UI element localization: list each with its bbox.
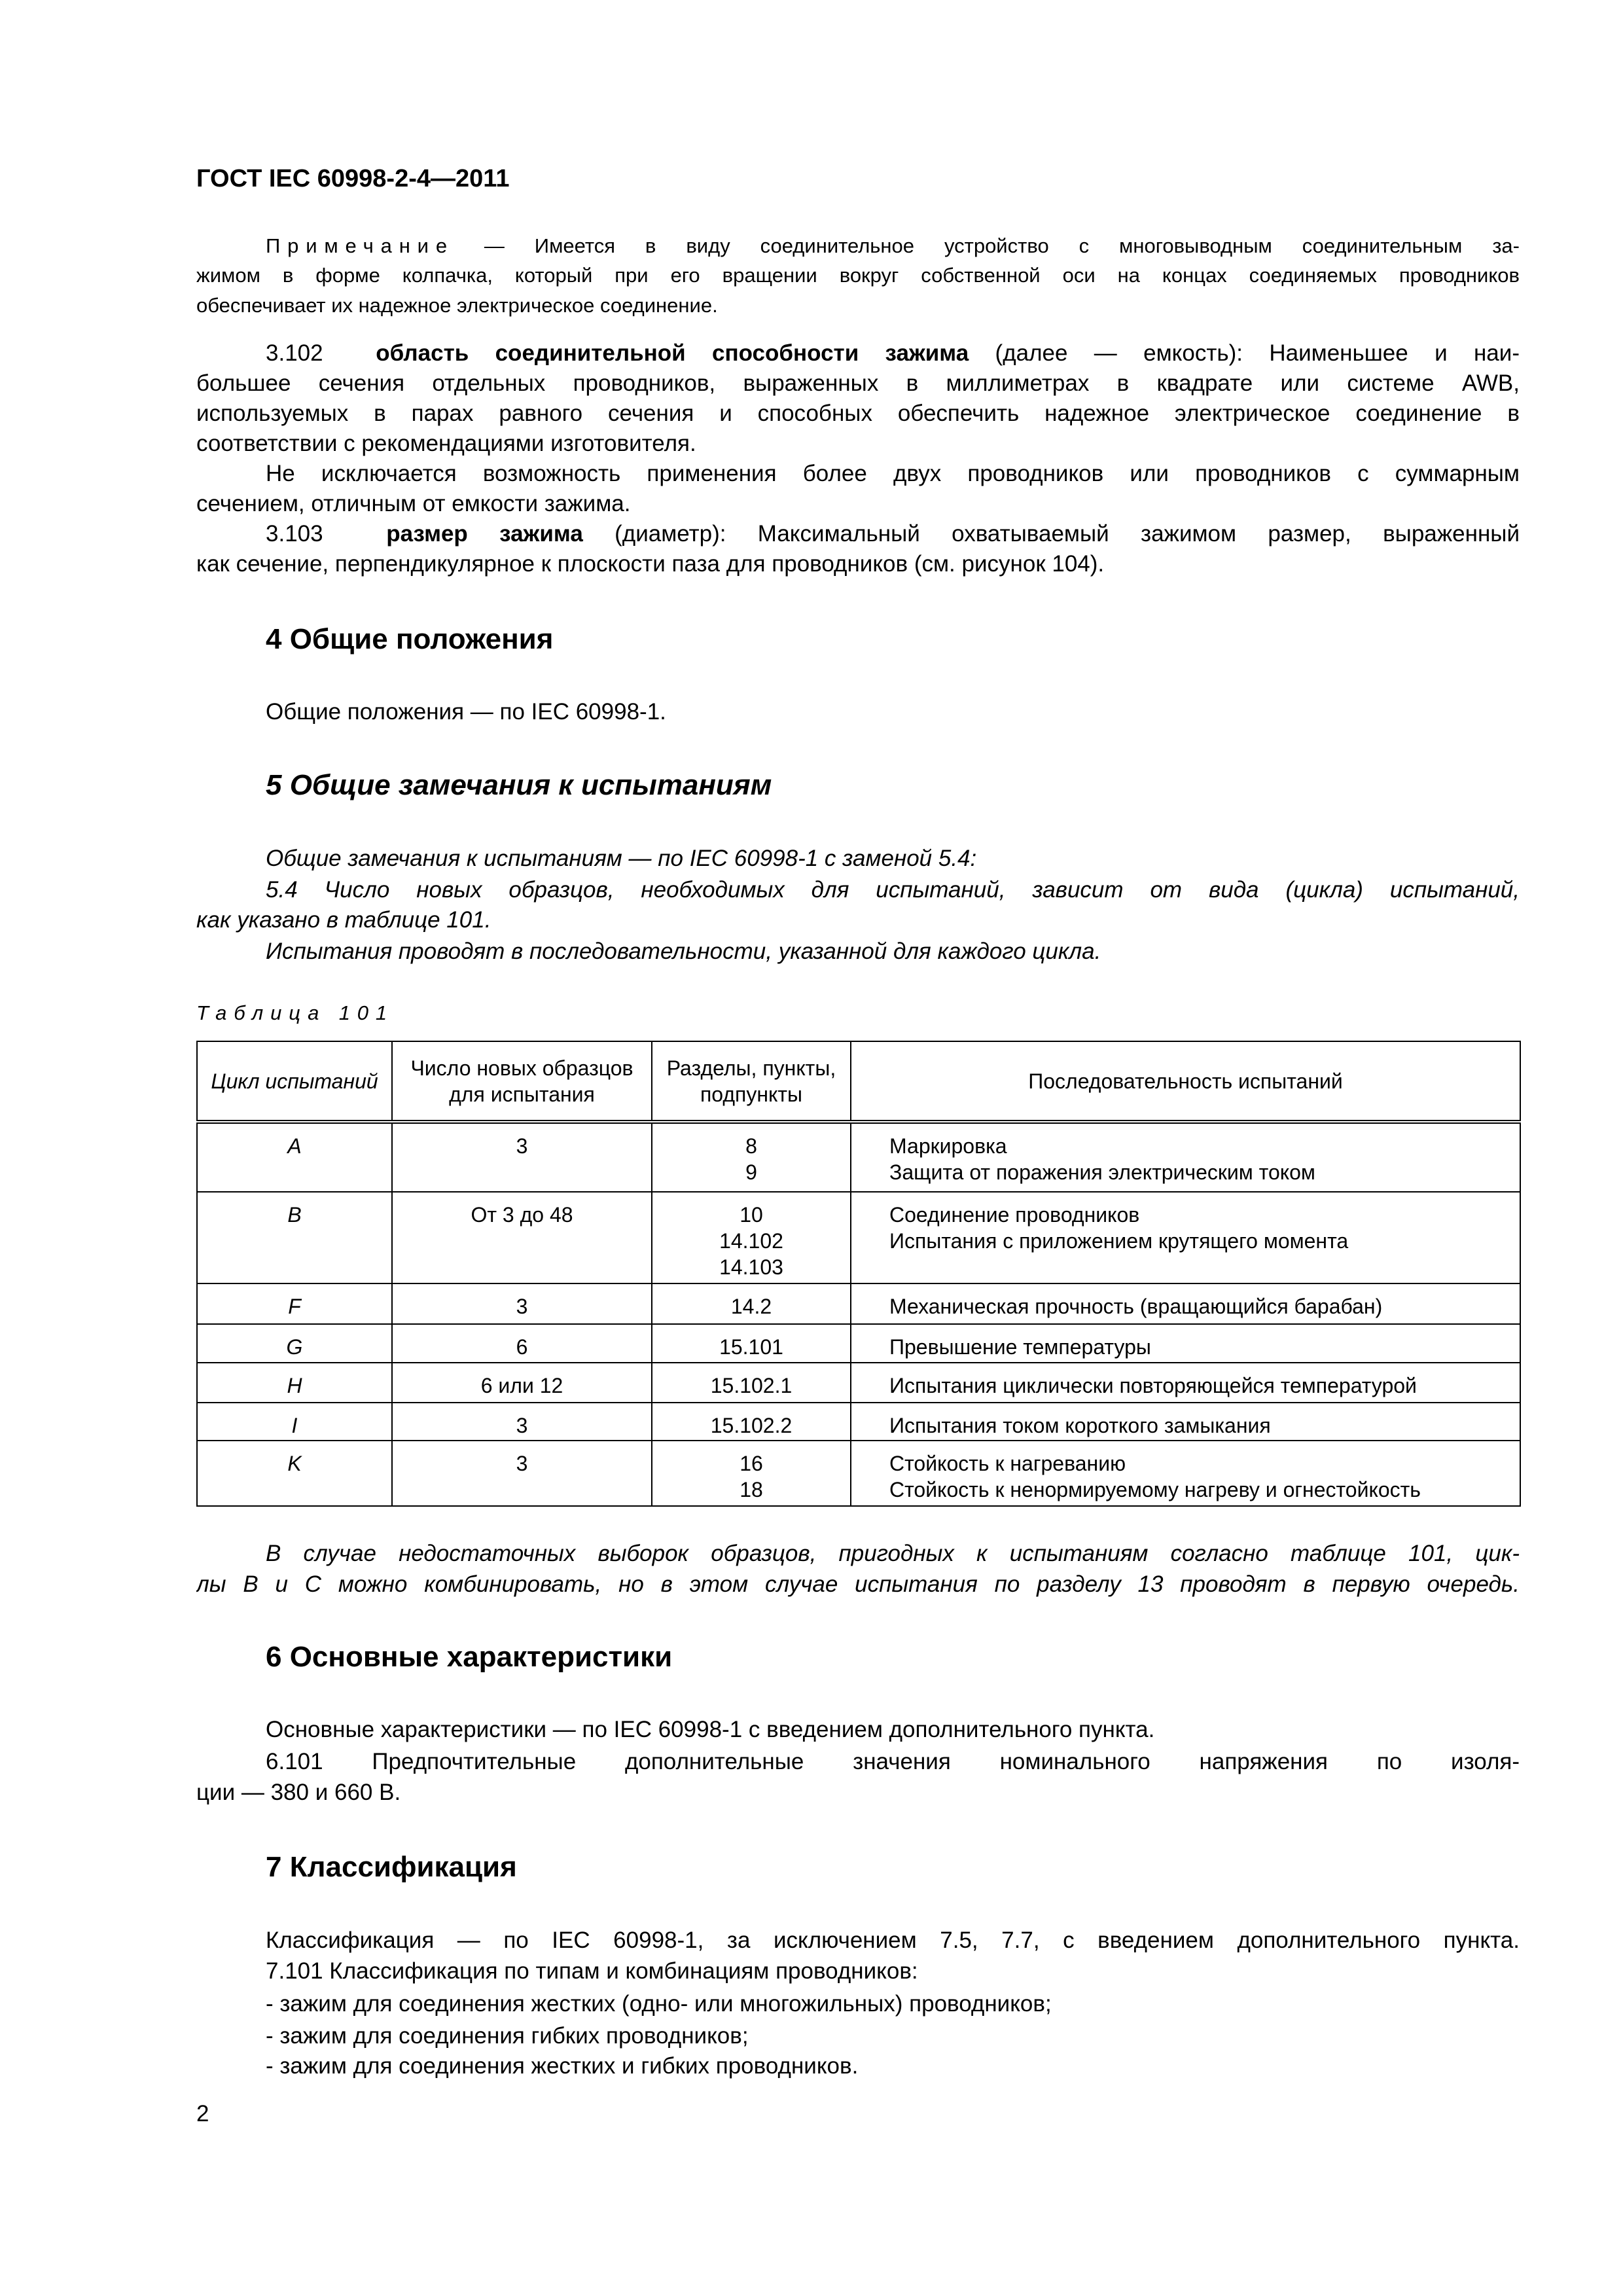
section-5-line-1: Общие замечания к испытаниям — по IEC 60998-1 с заменой 5.4: [266, 846, 977, 871]
clause: 10 [740, 1203, 763, 1227]
note-line-3: обеспечивает их надежное электрическое соединение. [196, 294, 718, 317]
cycle-cell: K [197, 1441, 392, 1506]
definition-3-103-line-1 [266, 520, 1520, 548]
clauses-cell: 15.102.1 [652, 1363, 851, 1403]
table-row [197, 1283, 1520, 1324]
section-4-heading: 4 Общие положения [266, 623, 554, 655]
after-table-line-1: В случае недостаточных выборок образцов, пригодных к испытаниям согласно таблице 101, цик- [266, 1541, 1520, 1566]
page-number: 2 [196, 2101, 209, 2126]
term: область соединительной способности зажима [376, 340, 969, 366]
tests-cell [851, 1441, 1520, 1506]
tests-cell: Превышение температуры [851, 1324, 1520, 1363]
count-cell: 3 [392, 1441, 652, 1506]
definition-3-102-extra-1: Не исключается возможность применения более двух проводников или проводников с суммарным [266, 461, 1520, 486]
clauses-cell: 15.102.2 [652, 1403, 851, 1441]
table-caption: Таблица 101 [196, 1001, 394, 1024]
document-id-header: ГОСТ IEC 60998-2-4—2011 [196, 165, 510, 192]
definition-3-102-line-2: большее сечения отдельных проводников, выраженных в миллиметрах в квадрате или системе AWB, [196, 370, 1520, 396]
clause: 14.103 [719, 1255, 783, 1279]
test: Защита от поражения электрическим током [889, 1160, 1315, 1184]
test: Стойкость к нагреванию [889, 1452, 1126, 1475]
section-4-text: Общие положения — по IEC 60998-1. [266, 699, 666, 725]
cycle-cell: A [197, 1122, 392, 1192]
section-6-line-2: 6.101 Предпочтительные дополнительные значения номинального напряжения по изоля- [266, 1749, 1520, 1774]
section-5-line-2: 5.4 Число новых образцов, необходимых для испытаний, зависит от вида (цикла) испытаний, [266, 877, 1520, 903]
definition-text: (далее — емкость): Наименьшее и наи- [995, 340, 1520, 366]
tests-cell: Механическая прочность (вращающийся барабан) [851, 1283, 1520, 1324]
count-cell: 3 [392, 1283, 652, 1324]
definition-text: (диаметр): Максимальный охватываемый зажимом размер, выраженный [615, 521, 1520, 547]
section-7-list-item-1: - зажим для соединения жестких (одно- или многожильных) проводников; [266, 1991, 1052, 2017]
tests-cell: Испытания циклически повторяющейся температурой [851, 1363, 1520, 1403]
cycle-cell: H [197, 1363, 392, 1403]
test: Соединение проводников [889, 1203, 1140, 1227]
test: Стойкость к ненормируемому нагреву и огнестойкость [889, 1478, 1421, 1501]
count-cell: От 3 до 48 [392, 1192, 652, 1283]
note-line-1 [266, 233, 1520, 259]
definition-3-102-line-3: используемых в парах равного сечения и способных обеспечить надежное электрическое соединение в [196, 401, 1520, 426]
clause-number: 3.103 [266, 521, 323, 547]
after-table-line-2: лы В и С можно комбинировать, но в этом случае испытания по разделу 13 проводят в первую очередь. [196, 1571, 1520, 1597]
tests-cell [851, 1122, 1520, 1192]
term: размер зажима [386, 521, 583, 547]
definition-3-103-line-2: как сечение, перпендикулярное к плоскости паза для проводников (см. рисунок 104). [196, 551, 1105, 577]
clause: 8 [745, 1134, 757, 1158]
section-5-line-4: Испытания проводят в последовательности, указанной для каждого цикла. [266, 939, 1101, 964]
clauses-cell [652, 1441, 851, 1506]
section-7-list-item-2: - зажим для соединения гибких проводников; [266, 2023, 749, 2049]
definition-3-102-line-1 [266, 339, 1520, 368]
test: Маркировка [889, 1134, 1007, 1158]
clause-number: 3.102 [266, 340, 323, 366]
section-7-line-2: 7.101 Классификация по типам и комбинациям проводников: [266, 1958, 918, 1984]
section-6-line-1: Основные характеристики — по IEC 60998-1 с введением дополнительного пункта. [266, 1717, 1155, 1742]
definition-3-102-extra-2: сечением, отличным от емкости зажима. [196, 491, 631, 516]
section-7-line-1: Классификация — по IEC 60998-1, за исключением 7.5, 7.7, с введением дополнительного пункта. [266, 1928, 1520, 1953]
table-row [197, 1192, 1520, 1283]
clause: 16 [740, 1452, 763, 1475]
clause: 18 [740, 1478, 763, 1501]
header-clauses: Разделы, пункты, подпункты [652, 1041, 851, 1122]
cycle-cell: I [197, 1403, 392, 1441]
count-cell: 6 или 12 [392, 1363, 652, 1403]
tests-cell: Испытания током короткого замыкания [851, 1403, 1520, 1441]
tests-table [196, 1041, 1521, 1507]
cycle-cell: G [197, 1324, 392, 1363]
note-label: Примечание [266, 234, 454, 257]
tests-cell [851, 1192, 1520, 1283]
table-row [197, 1122, 1520, 1192]
table-header-row [197, 1041, 1520, 1122]
test: Испытания с приложением крутящего момента [889, 1229, 1349, 1253]
cycle-cell: F [197, 1283, 392, 1324]
section-7-list-item-3: - зажим для соединения жестких и гибких проводников. [266, 2053, 859, 2079]
header-count: Число новых образцов для испытания [392, 1041, 652, 1122]
note-text: — Имеется в виду соединительное устройство с многовыводным соединительным за- [484, 234, 1520, 257]
table-row [197, 1324, 1520, 1363]
count-cell: 6 [392, 1324, 652, 1363]
header-sequence: Последовательность испытаний [851, 1041, 1520, 1122]
clauses-cell: 15.101 [652, 1324, 851, 1363]
table-row [197, 1363, 1520, 1403]
table-row [197, 1441, 1520, 1506]
section-5-line-3: как указано в таблице 101. [196, 907, 491, 933]
table-row [197, 1403, 1520, 1441]
count-cell: 3 [392, 1403, 652, 1441]
section-7-heading: 7 Классификация [266, 1851, 517, 1883]
clause: 14.102 [719, 1229, 783, 1253]
note-line-2: жимом в форме колпачка, который при его вращении вокруг собственной оси на концах соединяемых проводников [196, 264, 1520, 287]
clauses-cell: 14.2 [652, 1283, 851, 1324]
definition-3-102-line-4: соответствии с рекомендациями изготовителя. [196, 431, 696, 456]
cycle-cell: B [197, 1192, 392, 1283]
section-5-heading: 5 Общие замечания к испытаниям [266, 769, 772, 801]
clause: 9 [745, 1160, 757, 1184]
clauses-cell [652, 1192, 851, 1283]
clauses-cell [652, 1122, 851, 1192]
section-6-line-3: ции — 380 и 660 В. [196, 1780, 401, 1805]
count-cell: 3 [392, 1122, 652, 1192]
header-cycle: Цикл испытаний [197, 1041, 392, 1122]
section-6-heading: 6 Основные характеристики [266, 1641, 673, 1673]
